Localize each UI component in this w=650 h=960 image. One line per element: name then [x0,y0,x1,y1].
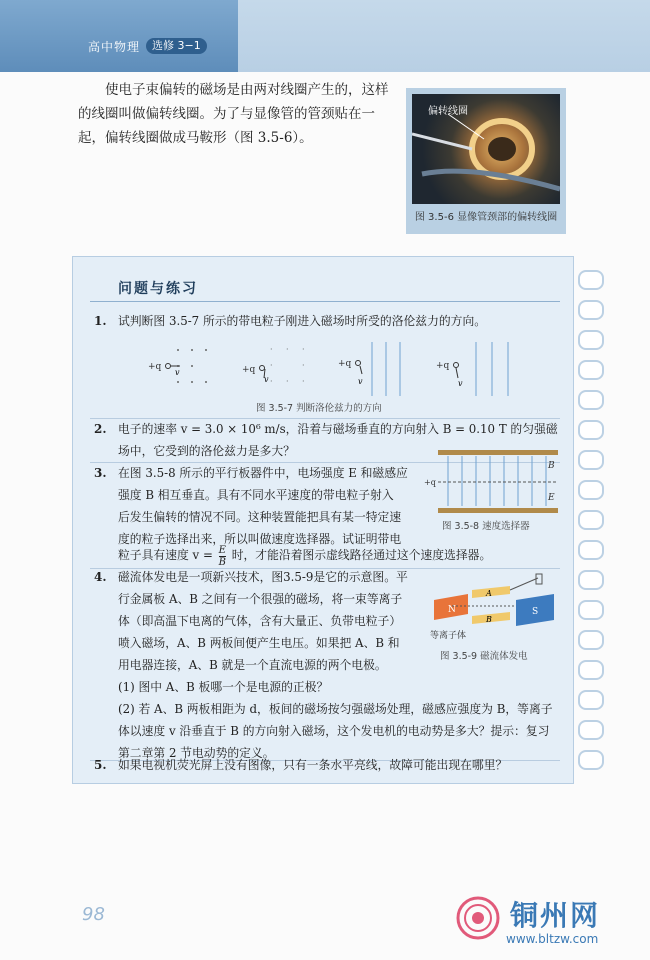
velocity-label: v [175,368,180,377]
svg-text:·: · [270,361,273,370]
q4-subquestions [118,676,568,764]
figure-caption: 图 3.5-7 判断洛伦兹力的方向 [256,403,382,414]
q2-line: 电子的速率 v = 3.0 × 10⁶ m/s，沿着与磁场垂直的方向射入 B = 0.10 T 的匀强磁 [118,422,558,436]
figure-caption: 图 3.5-8 速度选择器 [442,521,530,532]
charge-label: +q [148,362,162,372]
n-label: N [448,605,456,615]
binder-ring [578,720,604,740]
header-box [0,0,238,72]
deflection-coil-photo [412,94,560,204]
svg-text:·: · [286,345,289,354]
field-panel-down [476,342,508,396]
binder-ring [578,540,604,560]
intro-line: 使电子束偏转的磁场是由两对线圈产生的，这样 [105,82,389,98]
field-panel-up [372,342,400,396]
figure-caption: 图 3.5-9 磁流体发电 [440,651,528,662]
svg-text:·: · [302,377,305,386]
figure-3-5-9 [428,572,568,652]
binder-ring [578,510,604,530]
intro-line: 起，偏转线圈做成马鞍形（图 3.5-6）。 [78,130,313,146]
q5-text: 如果电视机荧光屏上没有图像，只有一条水平亮线，故障可能出现在哪里？ [118,758,508,772]
field-panel-dots [177,349,207,383]
field-panel-crosses [270,345,305,386]
q3-line: 后发生偏转的情况不同。这种装置能把具有某一特定速 [118,510,402,524]
svg-text:·: · [270,345,273,354]
q3-line-part: 时，才能沿着图示虚线路径通过这个速度选择器。 [231,548,492,562]
binder-ring [578,390,604,410]
binder-ring [578,690,604,710]
field-lines [448,456,546,506]
page-number: 98 [82,904,105,925]
svg-text:·: · [302,345,305,354]
figure-3-5-7 [140,338,550,400]
velocity-label: v [264,375,269,384]
q4-text [118,566,438,676]
q4-line: 行金属板 A、B 之间有一个很强的磁场，将一束等离子 [118,592,403,606]
b-label: B [548,461,555,471]
q4-line: 体（即高温下电离的气体，含有大量正、负带电粒子） [118,614,402,628]
q3-line: 强度 B 相互垂直。具有不同水平速度的带电粒子射入 [118,488,394,502]
q4-line: 磁流体发电是一项新兴技术，图3.5-9是它的示意图。平 [118,570,408,584]
binder-ring [578,300,604,320]
binder-ring [578,750,604,770]
header-badge: 选修 3−1 [146,38,207,54]
binder-ring [578,630,604,650]
binder-ring [578,420,604,440]
svg-text:·: · [286,377,289,386]
svg-text:·: · [270,377,273,386]
q4-line: 第二章第 2 节电动势的定义。 [118,746,275,760]
figure-caption: 图 3.5-6 显像管颈部的偏转线圈 [414,212,558,223]
q4-line: (1) 图中 A、B 板哪一个是电源的正极？ [118,680,329,694]
intro-line: 的线圈叫做偏转线圈。为了与显像管的管颈贴在一 [78,106,375,122]
figure-3-5-8 [424,448,564,518]
e-label: E [548,493,555,503]
binder-ring [578,600,604,620]
binder-ring [578,270,604,290]
fraction-denominator: B [218,556,226,568]
q3-line: 度的粒子选择出来，所以叫做速度选择器。试证明带电 [118,532,402,546]
q4-line: 体以速度 v 沿垂直于 B 的方向射入磁场，这个发电机的电动势是多大？提示：复习 [118,724,550,738]
q4-number: 4. [94,570,107,584]
q3-line-part: 粒子具有速度 v = [118,548,213,562]
charge-label: +q [436,361,450,371]
q3-text [118,462,438,550]
q2-line: 场中，它受到的洛伦兹力是多大？ [118,444,295,458]
q2-number: 2. [94,422,107,436]
binder-ring [578,480,604,500]
q5-number: 5. [94,758,107,772]
watermark-name: 铜州网 [510,899,601,932]
fraction [219,545,226,568]
a-label: A [486,589,492,598]
divider [90,301,560,302]
q3-number: 3. [94,466,107,480]
binder-ring [578,330,604,350]
charge-label: +q [242,365,256,375]
charge-label: +q [424,478,436,487]
q4-line: 用电器连接，A、B 就是一个直流电源的两个电极。 [118,658,387,672]
velocity-label: v [458,379,463,388]
intro-paragraph [78,78,396,150]
b-label: B [486,615,492,624]
charge-label: +q [338,359,352,369]
photo-label: 偏转线圈 [428,106,468,117]
header-title: 高中物理 [88,40,141,54]
binder-ring [578,660,604,680]
s-label: S [532,607,539,617]
q3-line: 在图 3.5-8 所示的平行板器件中，电场强度 E 和磁感应 [118,466,408,480]
q3-last-line [118,544,568,568]
svg-text:·: · [302,361,305,370]
watermark-logo-icon [456,896,500,940]
binder-ring [578,360,604,380]
watermark-url: www.bltzw.com [506,932,599,946]
exercise-title: 问题与练习 [118,281,198,297]
velocity-label: v [358,377,363,386]
plasma-label: 等离子体 [430,631,467,641]
q1-number: 1. [94,314,107,328]
fraction-numerator: E [218,544,226,556]
figure-3-5-6 [406,88,566,234]
q4-line: (2) 若 A、B 两板相距为 d，板间的磁场按匀强磁场处理，磁感应强度为 B，等离子 [118,702,553,716]
binder-ring [578,570,604,590]
q4-line: 喷入磁场，A、B 两板间便产生电压。如果把 A、B 和 [118,636,400,650]
q1-text: 试判断图 3.5-7 所示的带电粒子刚进入磁场时所受的洛伦兹力的方向。 [118,314,487,328]
binder-ring [578,450,604,470]
